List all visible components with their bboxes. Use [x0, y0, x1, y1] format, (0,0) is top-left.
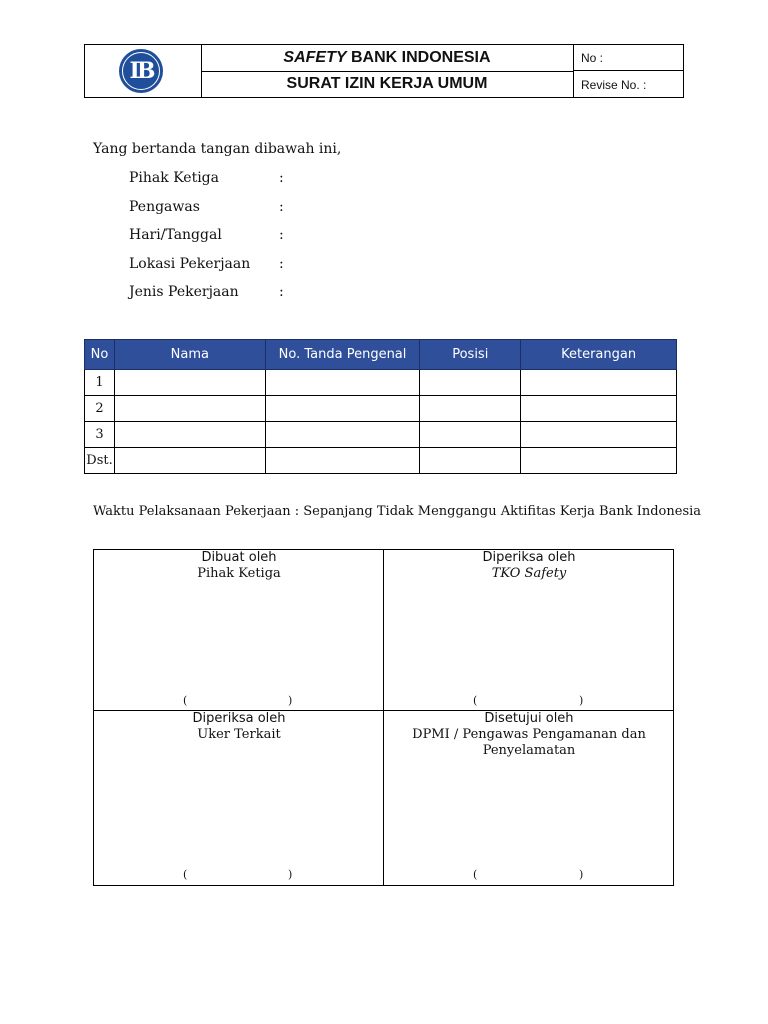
- cell-posisi[interactable]: [420, 422, 521, 448]
- signature-role: TKO Safety: [491, 566, 567, 581]
- signature-diperiksa-oleh-tko[interactable]: [384, 550, 674, 582]
- header-no: No: [85, 340, 115, 370]
- signature-title: Diperiksa oleh: [482, 550, 576, 565]
- signature-grid: [93, 549, 674, 886]
- field-pengawas[interactable]: [129, 199, 284, 215]
- field-colon: :: [279, 256, 284, 272]
- title-italic: SAFETY: [283, 49, 347, 66]
- header-posisi: Posisi: [420, 340, 521, 370]
- logo-cell: [85, 45, 202, 97]
- paren-open: (: [473, 868, 478, 881]
- cell-keterangan[interactable]: [521, 396, 677, 422]
- header-nama: Nama: [114, 340, 265, 370]
- table-row: [85, 370, 677, 396]
- title-rest: BANK INDONESIA: [346, 49, 491, 66]
- cell-posisi[interactable]: [420, 396, 521, 422]
- field-jenis-pekerjaan[interactable]: [129, 284, 284, 300]
- cell-nama[interactable]: [114, 370, 265, 396]
- table-row: [85, 422, 677, 448]
- field-label: Jenis Pekerjaan: [129, 284, 239, 300]
- signature-title: Dibuat oleh: [201, 550, 277, 565]
- row-number: Dst.: [85, 448, 115, 474]
- paren-open: (: [183, 868, 188, 881]
- signature-role: Pihak Ketiga: [197, 566, 281, 581]
- signature-dibuat-oleh[interactable]: [94, 550, 384, 582]
- cell-keterangan[interactable]: [521, 448, 677, 474]
- cell-tanda-pengenal[interactable]: [265, 448, 420, 474]
- cell-nama[interactable]: [114, 396, 265, 422]
- signature-diperiksa-oleh-uker[interactable]: [94, 711, 384, 743]
- document-header: [84, 44, 684, 98]
- paren-close: ): [288, 868, 293, 881]
- table-row: [85, 396, 677, 422]
- row-number: 3: [85, 422, 115, 448]
- cell-keterangan[interactable]: [521, 370, 677, 396]
- field-hari-tanggal[interactable]: [129, 227, 284, 243]
- paren-open: (: [183, 694, 188, 707]
- waktu-pelaksanaan: Waktu Pelaksanaan Pekerjaan : Sepanjang Tidak Menggangu Aktifitas Kerja Bank Indonesia: [93, 504, 702, 519]
- header-keterangan: Keterangan: [521, 340, 677, 370]
- document-title: [201, 45, 574, 72]
- revision-number-field[interactable]: Revise No. :: [581, 78, 647, 92]
- intro-text: Yang bertanda tangan dibawah ini,: [93, 141, 342, 157]
- field-label: Pihak Ketiga: [129, 170, 219, 186]
- row-number: 2: [85, 396, 115, 422]
- cell-tanda-pengenal[interactable]: [265, 422, 420, 448]
- cell-nama[interactable]: [114, 422, 265, 448]
- cell-tanda-pengenal[interactable]: [265, 370, 420, 396]
- signature-title: Diperiksa oleh: [192, 711, 286, 726]
- row-number: 1: [85, 370, 115, 396]
- field-label: Hari/Tanggal: [129, 227, 222, 243]
- logo-text: IB: [122, 52, 160, 90]
- document-subtitle: SURAT IZIN KERJA UMUM: [201, 71, 574, 97]
- cell-keterangan[interactable]: [521, 422, 677, 448]
- document-number-field[interactable]: No :: [574, 45, 684, 71]
- signature-role: DPMI / Pengawas Pengamanan dan: [412, 727, 646, 742]
- paren-close: ): [579, 868, 584, 881]
- bank-indonesia-logo-icon: [119, 49, 163, 93]
- signature-disetujui-oleh[interactable]: [384, 711, 674, 759]
- field-label: Pengawas: [129, 199, 200, 215]
- field-colon: :: [279, 227, 284, 243]
- field-colon: :: [279, 284, 284, 300]
- personnel-table: [84, 339, 677, 474]
- field-label: Lokasi Pekerjaan: [129, 256, 251, 272]
- cell-tanda-pengenal[interactable]: [265, 396, 420, 422]
- header-no-tanda-pengenal: No. Tanda Pengenal: [265, 340, 420, 370]
- paren-open: (: [473, 694, 478, 707]
- table-header-row: [85, 340, 677, 370]
- table-row: [85, 448, 677, 474]
- cell-nama[interactable]: [114, 448, 265, 474]
- field-colon: :: [279, 199, 284, 215]
- cell-posisi[interactable]: [420, 370, 521, 396]
- cell-posisi[interactable]: [420, 448, 521, 474]
- signature-title: Disetujui oleh: [484, 711, 574, 726]
- signature-role-line2: Penyelamatan: [482, 743, 576, 758]
- paren-close: ): [579, 694, 584, 707]
- paren-close: ): [288, 694, 293, 707]
- field-colon: :: [279, 170, 284, 186]
- field-pihak-ketiga[interactable]: [129, 170, 284, 186]
- field-lokasi-pekerjaan[interactable]: [129, 256, 284, 272]
- signature-role: Uker Terkait: [197, 727, 281, 742]
